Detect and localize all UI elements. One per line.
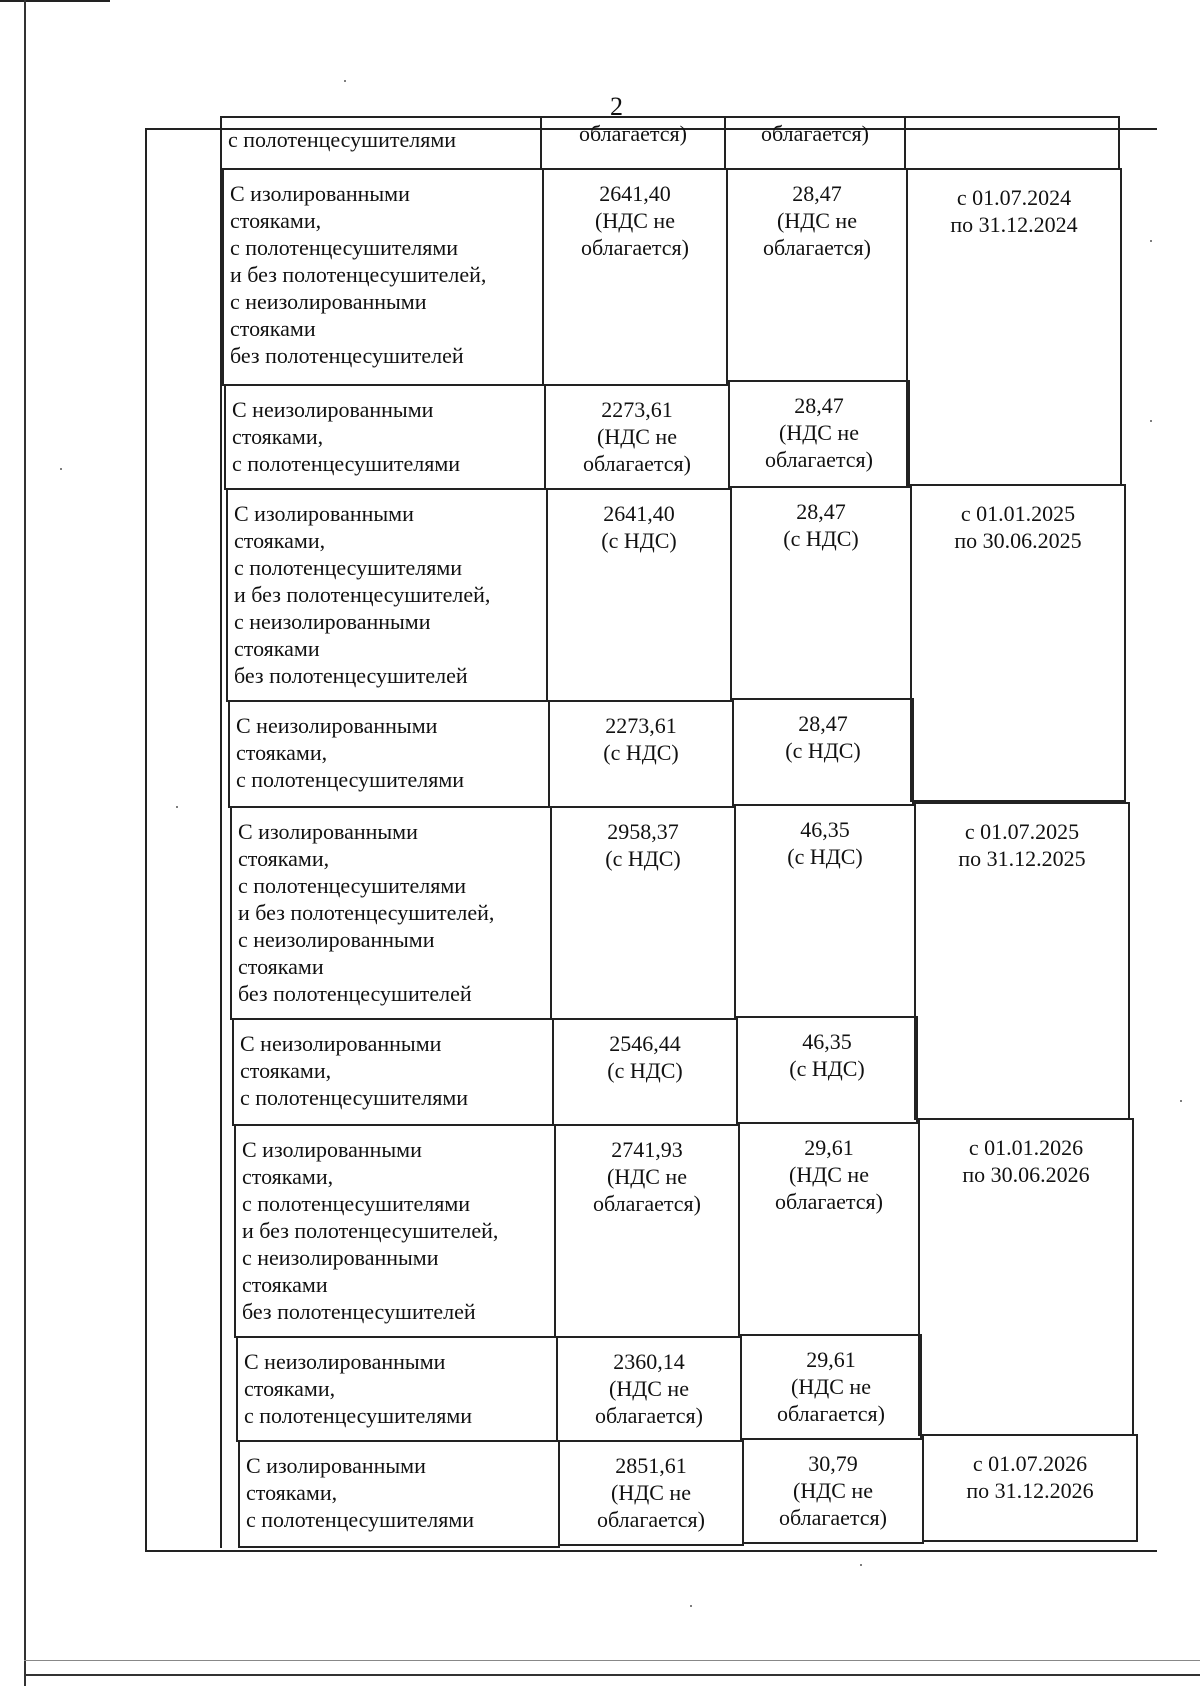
description-line: с полотенцесушителями — [240, 1085, 469, 1110]
description-line: стояками, — [246, 1480, 338, 1505]
reserve-cell: облагается) — [724, 116, 906, 170]
description-line: стояками — [238, 954, 324, 979]
table-row-description — [222, 168, 544, 386]
description-line: с полотенцесушителями — [230, 235, 459, 260]
scan-edge-bottom-faint — [24, 1660, 1200, 1661]
description-line: стояками — [234, 636, 320, 661]
scan-edge-top — [0, 0, 110, 2]
price-cell: 2641,40 (НДС не облагается) — [542, 168, 728, 386]
description-line: с неизолированными — [242, 1245, 439, 1270]
scan-speck — [1150, 420, 1152, 422]
description-line: С неизолированными — [244, 1349, 446, 1374]
table-row-description — [236, 1336, 558, 1442]
description-line: с полотенцесушителями — [236, 767, 465, 792]
table-row-description — [234, 1124, 556, 1338]
description-line: с полотенцесушителями — [242, 1191, 471, 1216]
description-line: и без полотенцесушителей, — [238, 900, 495, 925]
reserve-cell: 29,61 (НДС не облагается) — [740, 1334, 922, 1440]
period-cell — [904, 116, 1120, 170]
description-line: С изолированными — [238, 819, 418, 844]
price-cell: 2741,93 (НДС не облагается) — [554, 1124, 740, 1338]
scan-speck — [1150, 240, 1152, 242]
description-line: без полотенцесушителей — [230, 343, 464, 368]
description-line: стояками — [242, 1272, 328, 1297]
price-cell: 2851,61 (НДС не облагается) — [558, 1440, 744, 1546]
price-cell: 2641,40 (с НДС) — [546, 488, 732, 702]
description-line: С неизолированными — [240, 1031, 442, 1056]
description-line: стояками, — [230, 208, 322, 233]
period-cell: с 01.01.2026 по 30.06.2026 — [918, 1118, 1134, 1436]
table-row-description — [238, 1440, 560, 1548]
table-row-description — [228, 700, 550, 808]
scan-edge-left — [24, 0, 26, 1686]
description-line: и без полотенцесушителей, — [242, 1218, 499, 1243]
description-line: стояками, — [232, 424, 324, 449]
table-row-description — [220, 116, 542, 170]
description-line: с полотенцесушителями — [232, 451, 461, 476]
price-cell: 2360,14 (НДС не облагается) — [556, 1336, 742, 1442]
description-line: стояками, — [242, 1164, 334, 1189]
description-line: и без полотенцесушителей, — [234, 582, 491, 607]
price-cell: 2273,61 (НДС не облагается) — [544, 384, 730, 490]
description-line: и без полотенцесушителей, — [230, 262, 487, 287]
description-line: стояками — [230, 316, 316, 341]
price-cell: облагается) — [540, 116, 726, 170]
table-row-description — [230, 806, 552, 1020]
scan-speck — [860, 1564, 862, 1566]
period-cell: с 01.07.2026 по 31.12.2026 — [922, 1434, 1138, 1542]
scan-speck — [344, 80, 346, 82]
price-cell: 2958,37 (с НДС) — [550, 806, 736, 1020]
description-line: С неизолированными — [232, 397, 434, 422]
description-line: С изолированными — [230, 181, 410, 206]
description-line: с полотенцесушителями — [238, 873, 467, 898]
description-line: с неизолированными — [230, 289, 427, 314]
description-line: без полотенцесушителей — [238, 981, 472, 1006]
table-row-description — [232, 1018, 554, 1126]
scan-edge-bottom — [24, 1674, 1200, 1676]
price-cell: 2546,44 (с НДС) — [552, 1018, 738, 1126]
scan-speck — [176, 806, 178, 808]
price-cell: 2273,61 (с НДС) — [548, 700, 734, 808]
description-line: без полотенцесушителей — [242, 1299, 476, 1324]
reserve-cell: 28,47 (НДС не облагается) — [728, 380, 910, 488]
period-cell: с 01.01.2025 по 30.06.2025 — [910, 484, 1126, 802]
period-cell: с 01.07.2025 по 31.12.2025 — [914, 802, 1130, 1120]
description-line: стояками, — [240, 1058, 332, 1083]
description-line: стояками, — [236, 740, 328, 765]
description-line: с неизолированными — [238, 927, 435, 952]
description-line: с полотенцесушителями — [246, 1507, 475, 1532]
period-cell: с 01.07.2024 по 31.12.2024 — [906, 168, 1122, 486]
scan-speck — [60, 468, 62, 470]
reserve-cell: 30,79 (НДС не облагается) — [742, 1438, 924, 1544]
reserve-cell: 28,47 (НДС не облагается) — [726, 168, 908, 382]
scan-speck — [1180, 1100, 1182, 1102]
description-line: с неизолированными — [234, 609, 431, 634]
description-line: С изолированными — [234, 501, 414, 526]
page-number: 2 — [610, 92, 623, 121]
reserve-cell: 46,35 (с НДС) — [734, 804, 916, 1018]
description-line: без полотенцесушителей — [234, 663, 468, 688]
description-line: С изолированными — [246, 1453, 426, 1478]
table-row-description — [226, 488, 548, 702]
reserve-cell: 28,47 (с НДС) — [730, 486, 912, 700]
scan-speck — [690, 1605, 692, 1607]
description-line: стояками, — [238, 846, 330, 871]
reserve-cell: 46,35 (с НДС) — [736, 1016, 918, 1124]
description-line: стояками, — [244, 1376, 336, 1401]
description-line: с полотенцесушителями — [244, 1403, 473, 1428]
description-line: С изолированными — [242, 1137, 422, 1162]
description-line: с полотенцесушителями — [234, 555, 463, 580]
description-line: стояками, — [234, 528, 326, 553]
description-line: с полотенцесушителями — [228, 127, 457, 152]
reserve-cell: 29,61 (НДС не облагается) — [738, 1122, 920, 1336]
description-line: С неизолированными — [236, 713, 438, 738]
reserve-cell: 28,47 (с НДС) — [732, 698, 914, 806]
table-row-description — [224, 384, 546, 490]
